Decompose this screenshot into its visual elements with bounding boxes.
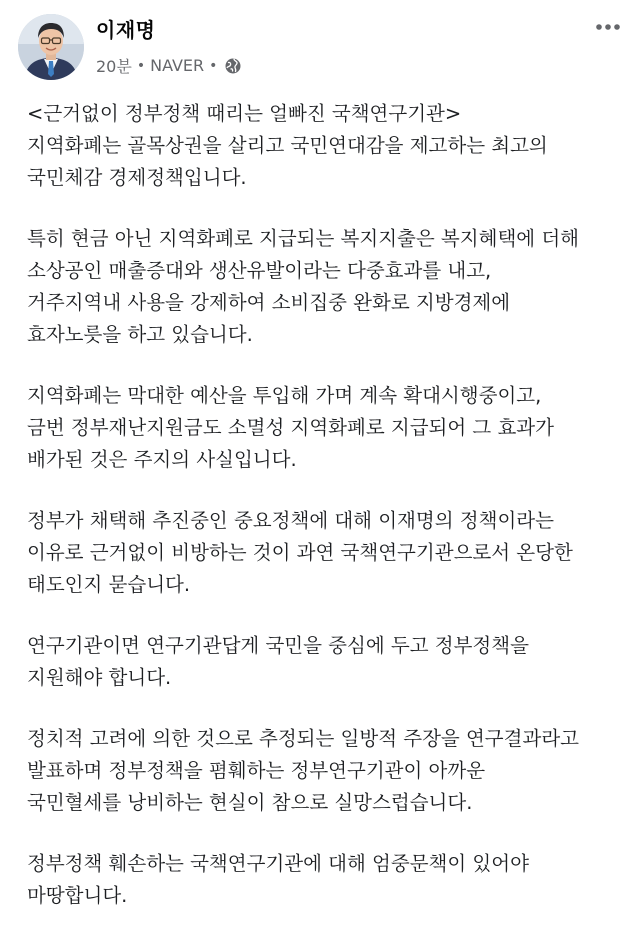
post-text-line: 거주지역내 사용을 강제하여 소비집중 완화로 지방경제에 (27, 291, 511, 314)
post-time[interactable]: 20분 (96, 57, 132, 76)
avatar[interactable] (18, 14, 84, 80)
post-paragraph (27, 98, 627, 194)
post-text-line: 소상공인 매출증대와 생산유발이라는 다중효과를 내고, (27, 259, 492, 282)
post-text-line: 발표하며 정부정책을 폄훼하는 정부연구기관이 아까운 (27, 759, 486, 782)
post-source: NAVER (150, 56, 205, 75)
post-paragraph (27, 630, 627, 694)
post-text (27, 98, 627, 941)
author-name[interactable]: 이재명 (96, 18, 156, 42)
post-paragraph (27, 380, 627, 476)
ellipsis-icon (595, 23, 621, 31)
post-text-line: 지원해야 합니다. (27, 666, 172, 689)
profile-photo (18, 14, 84, 80)
post-text-line: 배가된 것은 주지의 사실입니다. (27, 448, 297, 471)
post-text-line: 정부가 채택해 추진중인 중요정책에 대해 이재명의 정책이라는 (27, 509, 554, 532)
post-text-line: 국민체감 경제정책입니다. (27, 166, 247, 189)
separator-dot: • (136, 57, 146, 74)
more-options-button[interactable] (590, 12, 626, 42)
post-text-line: 국민혈세를 낭비하는 현실이 참으로 실망스럽습니다. (27, 791, 473, 814)
post-text-line: 정치적 고려에 의한 것으로 추정되는 일방적 주장을 연구결과라고 (27, 727, 579, 750)
post-text-line: 금번 정부재난지원금도 소멸성 지역화폐로 지급되어 그 효과가 (27, 416, 554, 439)
post-text-line: 효자노릇을 하고 있습니다. (27, 323, 253, 346)
post-paragraph (27, 505, 627, 601)
globe-icon[interactable] (224, 57, 242, 75)
post-text-line: 지역화폐는 막대한 예산을 투입해 가며 계속 확대시행중이고, (27, 384, 542, 407)
post-paragraph (27, 723, 627, 819)
post-text-line: 이유로 근거없이 비방하는 것이 과연 국책연구기관으로서 온당한 (27, 541, 573, 564)
post-paragraph (27, 848, 627, 912)
post-text-line: 지역화폐는 골목상권을 살리고 국민연대감을 제고하는 최고의 (27, 134, 548, 157)
post-text-line: 정부정책 훼손하는 국책연구기관에 대해 엄중문책이 있어야 (27, 852, 529, 875)
post-header (0, 0, 640, 96)
post-text-line: 연구기관이면 연구기관답게 국민을 중심에 두고 정부정책을 (27, 634, 529, 657)
post-text-line: 특히 현금 아닌 지역화폐로 지급되는 복지지출은 복지혜택에 더해 (27, 227, 579, 250)
post-text-line: 태도인지 묻습니다. (27, 573, 191, 596)
separator-dot: • (209, 57, 218, 74)
post-text-line: 마땅합니다. (27, 884, 128, 907)
post-meta (96, 54, 242, 77)
post-paragraph (27, 223, 627, 351)
post-text-line: <근거없이 정부정책 때리는 얼빠진 국책연구기관> (27, 102, 462, 125)
